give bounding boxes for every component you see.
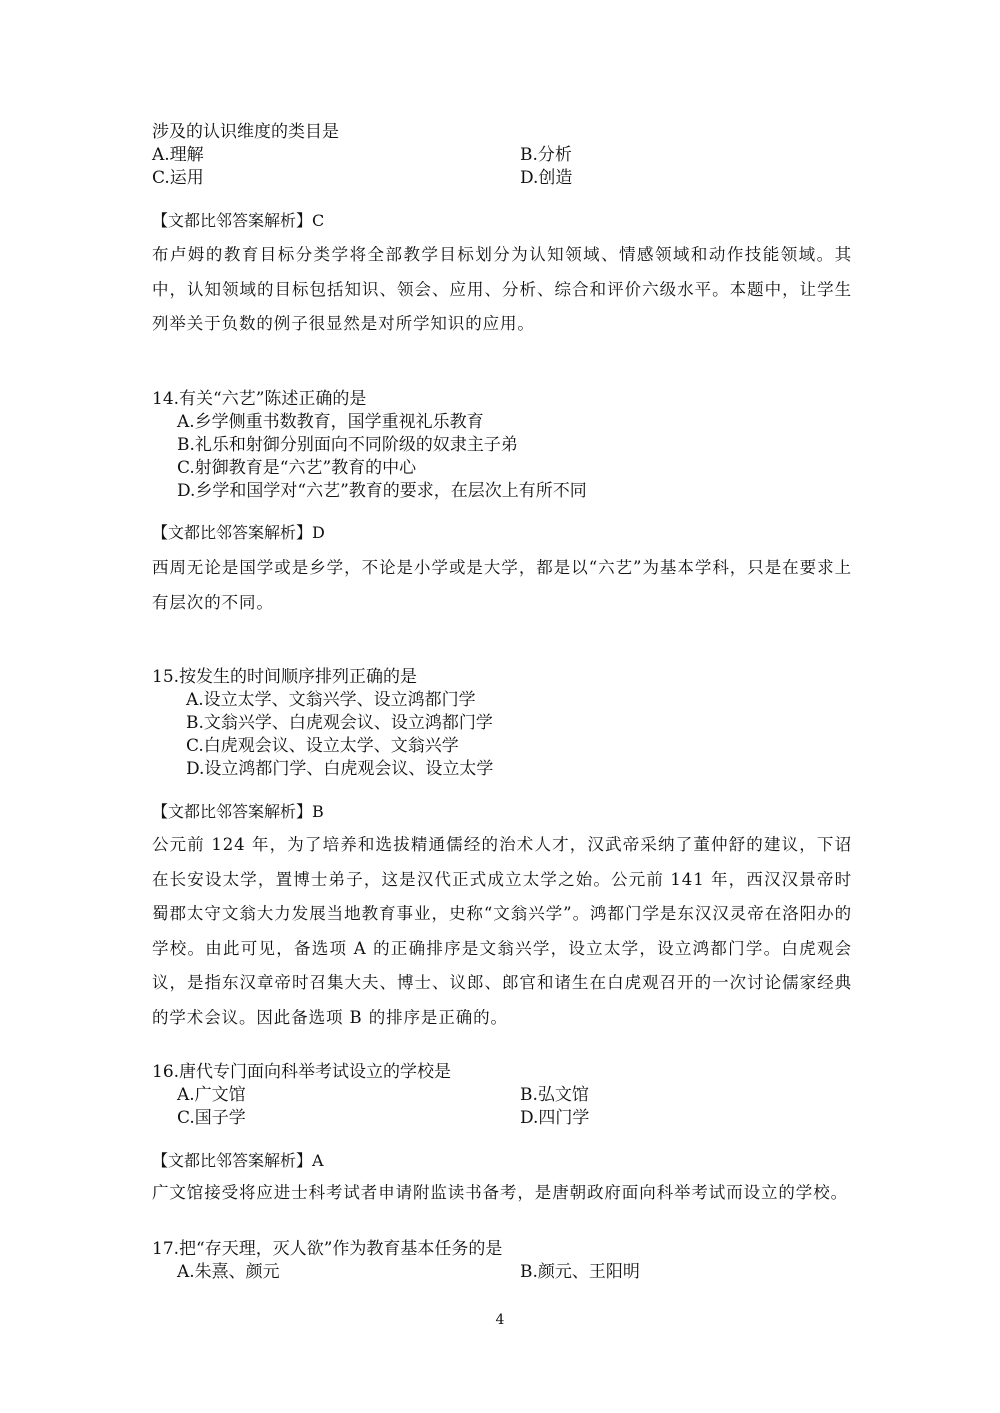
q13-answer-header: 【文都比邻答案解析】C — [152, 211, 325, 230]
q14-option-b: B.礼乐和射御分别面向不同阶级的奴隶主子弟 — [177, 435, 518, 455]
q13-option-b: B.分析 — [520, 145, 572, 165]
q14-option-c: C.射御教育是“六艺”教育的中心 — [177, 458, 417, 478]
q17-option-b: B.颜元、王阳明 — [520, 1262, 640, 1282]
q17-option-a: A.朱熹、颜元 — [177, 1262, 280, 1282]
q17-stem: 17.把“存天理，灭人欲”作为教育基本任务的是 — [152, 1239, 503, 1259]
page-number: 4 — [495, 1312, 505, 1328]
q15-explanation: 公元前 124 年，为了培养和选拔精通儒经的治术人才，汉武帝采纳了董仲舒的建议，下诏在长安设太学，置博士弟子，这是汉代正式成立太学之始。公元前 141 年，西汉汉景帝时蜀郡太守文翁大力发展当地教育事业，史称“文翁兴学”。鸿都门学是东汉汉灵帝在洛阳办的学校。由此可见，备选项 A 的正确排序是文翁兴学，设立太学，设立鸿都门学。白虎观会议，是指东汉章帝时召集大夫、博士、议郎、郎官和诸生在白虎观召开的一次讨论儒家经典的学术会议。因此备选项 B 的排序是正确的。 — [152, 835, 852, 1027]
q13-option-c: C.运用 — [152, 168, 204, 188]
q16-option-b: B.弘文馆 — [520, 1085, 589, 1105]
q16-option-c: C.国子学 — [177, 1108, 246, 1128]
q15-option-c: C.白虎观会议、设立太学、文翁兴学 — [186, 736, 459, 756]
q16-option-a: A.广文馆 — [177, 1085, 246, 1105]
q14-option-d: D.乡学和国学对“六艺”教育的要求，在层次上有所不同 — [177, 481, 587, 501]
q13-option-d: D.创造 — [520, 168, 573, 188]
q16-answer-header: 【文都比邻答案解析】A — [152, 1151, 324, 1170]
q16-stem: 16.唐代专门面向科举考试设立的学校是 — [152, 1062, 452, 1082]
q13-option-a: A.理解 — [152, 145, 204, 165]
q15-stem: 15.按发生的时间顺序排列正确的是 — [152, 667, 418, 687]
q15-option-a: A.设立太学、文翁兴学、设立鸿都门学 — [186, 690, 476, 710]
q14-stem: 14.有关“六艺”陈述正确的是 — [152, 389, 367, 409]
q13-stem-tail: 涉及的认识维度的类目是 — [152, 122, 339, 142]
q14-answer-header: 【文都比邻答案解析】D — [152, 523, 325, 542]
q13-explanation: 布卢姆的教育目标分类学将全部教学目标划分为认知领域、情感领域和动作技能领域。其中，认知领域的目标包括知识、领会、应用、分析、综合和评价六级水平。本题中，让学生列举关于负数的例子很显然是对所学知识的应用。 — [152, 245, 852, 333]
q15-option-b: B.文翁兴学、白虎观会议、设立鸿都门学 — [186, 713, 493, 733]
q15-option-d: D.设立鸿都门学、白虎观会议、设立太学 — [186, 759, 494, 779]
q14-option-a: A.乡学侧重书数教育，国学重视礼乐教育 — [177, 412, 484, 432]
q16-option-d: D.四门学 — [520, 1108, 590, 1128]
q14-explanation: 西周无论是国学或是乡学，不论是小学或是大学，都是以“六艺”为基本学科，只是在要求上有层次的不同。 — [152, 558, 852, 612]
q16-explanation: 广文馆接受将应进士科考试者申请附监读书备考，是唐朝政府面向科举考试而设立的学校。 — [152, 1183, 848, 1202]
q15-answer-header: 【文都比邻答案解析】B — [152, 802, 324, 821]
